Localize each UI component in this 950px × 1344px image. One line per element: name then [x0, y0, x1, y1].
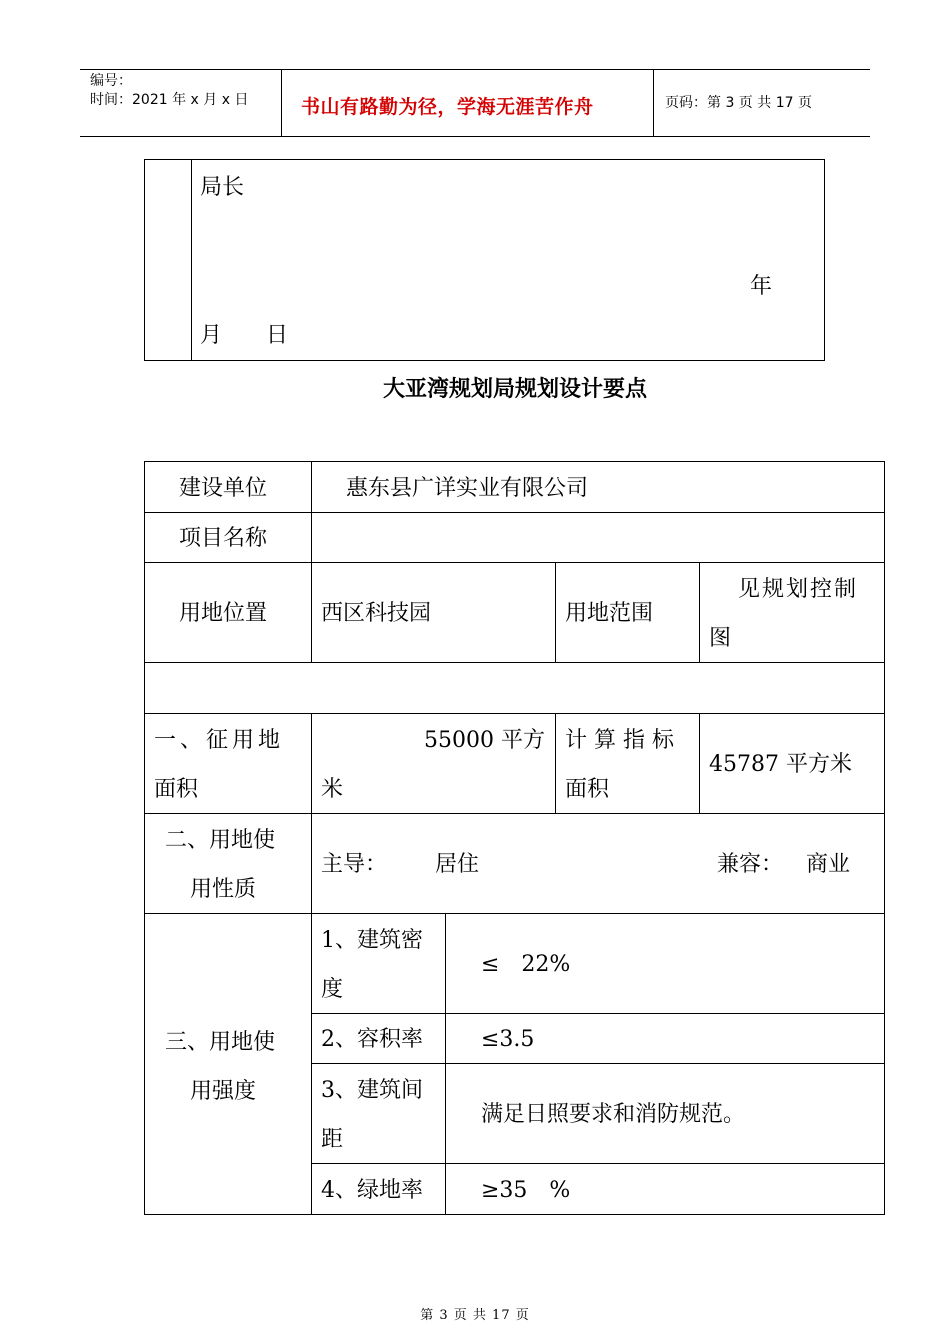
land-scope-value-line2: 图 — [709, 626, 732, 651]
section-title: 大亚湾规划局规划设计要点 — [382, 377, 647, 402]
building-spacing-label-line2: 距 — [321, 1127, 344, 1152]
compatible-use-label: 兼容： — [717, 852, 784, 877]
doc-date-label: 时间：2021 年 x 月 x 日 — [90, 92, 249, 108]
land-scope-label: 用地范围 — [565, 601, 654, 626]
cell-label — [144, 713, 312, 814]
cell-label — [144, 512, 312, 563]
building-spacing-value: 满足日照要求和消防规范。 — [481, 1102, 746, 1127]
signoff-day: 日 — [266, 323, 289, 348]
acquired-area-label-line2: 面积 — [154, 777, 199, 802]
cell-label — [555, 713, 700, 814]
acquired-area-value-line2: 米 — [321, 777, 344, 802]
land-intensity-label-line2: 用强度 — [190, 1079, 257, 1104]
cell-label — [144, 461, 312, 513]
cell-label — [144, 813, 312, 914]
header-divider — [653, 69, 654, 136]
acquired-area-value-line1: 55000 平方 — [424, 728, 545, 753]
cell-value — [311, 713, 556, 814]
building-density-label-line2: 度 — [321, 977, 344, 1002]
cell-value — [699, 713, 885, 814]
cell-label — [144, 562, 312, 663]
land-location-label: 用地位置 — [179, 601, 268, 626]
cell-value — [311, 813, 885, 914]
acquired-area-label-line1: 一、征用地 — [154, 728, 285, 753]
building-spacing-label-line1: 3、建筑间 — [321, 1078, 423, 1103]
cell-value — [699, 562, 885, 663]
plot-ratio-value: ≤3.5 — [481, 1027, 535, 1052]
construction-unit-label: 建设单位 — [179, 476, 268, 501]
land-intensity-label-line1: 三、用地使 — [165, 1030, 276, 1055]
plot-ratio-label: 2、容积率 — [321, 1027, 423, 1052]
land-scope-value-line1: 见规划控制 — [738, 577, 859, 602]
land-use-label-line1: 二、用地使 — [165, 828, 276, 853]
signoff-year: 年 — [750, 274, 773, 299]
building-density-value: ≤ 22% — [481, 952, 571, 977]
building-density-label-line1: 1、建筑密 — [321, 928, 423, 953]
cell-label — [311, 913, 446, 1014]
signoff-month: 月 — [200, 323, 223, 348]
green-ratio-label: 4、绿地率 — [321, 1178, 423, 1203]
signoff-role: 局长 — [200, 175, 245, 200]
cell-label — [311, 1063, 446, 1164]
header-bottom-rule — [80, 136, 870, 137]
header-top-rule — [80, 69, 870, 70]
cell-value — [445, 1063, 885, 1164]
cell-label — [311, 1163, 446, 1215]
primary-use-value: 居住 — [435, 852, 480, 877]
land-location-value: 西区科技园 — [321, 601, 432, 626]
primary-use-label: 主导： — [321, 852, 388, 877]
signoff-divider — [191, 159, 192, 361]
page-footer: 第 3 页 共 17 页 — [420, 1308, 530, 1323]
cell-label — [311, 1013, 446, 1064]
header-motto: 书山有路勤为径，学海无涯苦作舟 — [301, 96, 594, 118]
land-use-label-line2: 用性质 — [190, 877, 257, 902]
signoff-box — [144, 159, 825, 361]
planning-table — [144, 461, 885, 1215]
calc-area-label-line1: 计 算 指 标 — [565, 728, 674, 753]
cell-value — [445, 1163, 885, 1215]
cell-value — [311, 512, 885, 563]
project-name-label: 项目名称 — [179, 526, 268, 551]
cell-value — [445, 913, 885, 1014]
empty-row — [144, 662, 885, 714]
calc-area-value: 45787 平方米 — [709, 752, 852, 777]
cell-label — [144, 913, 312, 1215]
doc-number-label: 编号： — [90, 73, 132, 89]
cell-label — [555, 562, 700, 663]
construction-unit-value: 惠东县广详实业有限公司 — [346, 476, 589, 501]
cell-value — [311, 461, 885, 513]
page-number-label: 页码：第 3 页 共 17 页 — [665, 95, 812, 111]
header-divider — [281, 69, 282, 136]
cell-value — [311, 562, 556, 663]
green-ratio-value: ≥35 % — [481, 1178, 571, 1203]
cell-value — [445, 1013, 885, 1064]
compatible-use-value: 商业 — [806, 852, 851, 877]
calc-area-label-line2: 面积 — [565, 777, 610, 802]
